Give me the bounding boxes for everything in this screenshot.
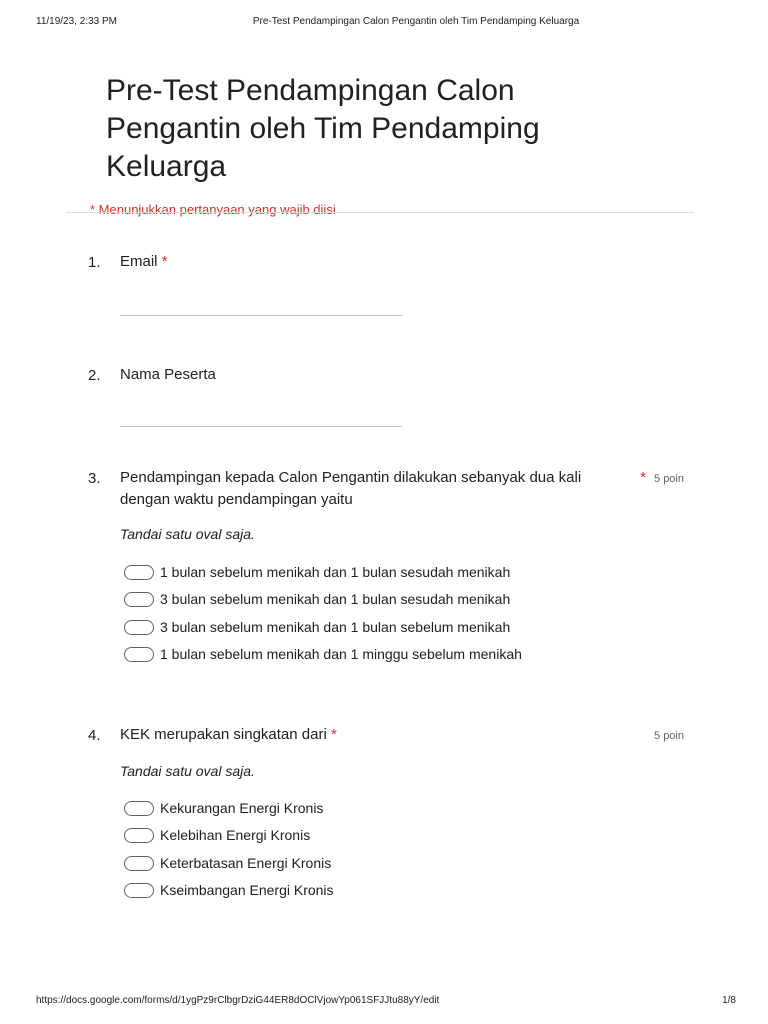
question-number: 2. (88, 367, 101, 384)
footer-url: https://docs.google.com/forms/d/1ygPz9rClbgrDziG44ER8dOClVjowYp061SFJJtu88yY/edit (36, 995, 440, 1006)
question-label-line: dengan waktu pendampingan yaitu (120, 491, 353, 508)
option-label: 1 bulan sebelum menikah dan 1 bulan sesudah menikah (160, 564, 511, 580)
divider (66, 212, 694, 213)
print-header (36, 16, 736, 30)
option-label: Kseimbangan Energi Kronis (160, 882, 334, 898)
question-number: 4. (88, 727, 101, 744)
option-label: Kelebihan Energi Kronis (160, 827, 311, 843)
radio-oval[interactable] (124, 592, 154, 607)
required-star: * (161, 253, 168, 270)
radio-oval[interactable] (124, 620, 154, 635)
question-label: KEK merupakan singkatan dari (120, 726, 327, 743)
required-star: * (330, 726, 337, 743)
radio-option[interactable] (124, 590, 510, 608)
question-label: Email (120, 253, 158, 270)
required-star: * (640, 469, 646, 486)
radio-option[interactable] (124, 854, 331, 872)
radio-oval[interactable] (124, 828, 154, 843)
question-label-line: Pendampingan kepada Calon Pengantin dilakukan sebanyak dua kali (120, 469, 582, 486)
radio-option[interactable] (124, 826, 310, 844)
points-label: 5 poin (654, 730, 684, 742)
question-text (120, 724, 337, 746)
option-label: 3 bulan sebelum menikah dan 1 bulan sebelum menikah (160, 619, 511, 635)
radio-oval[interactable] (124, 856, 154, 871)
question-label: Nama Peserta (120, 366, 216, 383)
radio-option[interactable] (124, 645, 522, 663)
question-number: 1. (88, 254, 101, 271)
print-footer (36, 995, 736, 1009)
form-title-line: Keluarga (106, 150, 227, 183)
radio-oval[interactable] (124, 801, 154, 816)
option-label: 3 bulan sebelum menikah dan 1 bulan sesudah menikah (160, 591, 511, 607)
radio-oval[interactable] (124, 883, 154, 898)
question-text (120, 467, 581, 511)
radio-oval[interactable] (124, 647, 154, 662)
form-title (106, 72, 626, 186)
radio-option[interactable] (124, 563, 510, 581)
required-note: * Menunjukkan pertanyaan yang wajib diisi (90, 202, 336, 217)
option-label: 1 bulan sebelum menikah dan 1 minggu sebelum menikah (160, 646, 522, 662)
radio-oval[interactable] (124, 565, 154, 580)
print-doc-title: Pre-Test Pendampingan Calon Pengantin oleh Tim Pendamping Keluarga (252, 16, 580, 27)
print-datetime: 11/19/23, 2:33 PM (36, 16, 117, 27)
hint-text: Tandai satu oval saja. (120, 526, 255, 542)
option-label: Kekurangan Energi Kronis (160, 800, 324, 816)
question-number: 3. (88, 470, 101, 487)
name-field[interactable] (120, 426, 402, 427)
hint-text: Tandai satu oval saja. (120, 763, 255, 779)
radio-option[interactable] (124, 881, 334, 899)
radio-option[interactable] (124, 618, 510, 636)
page-number: 1/8 (722, 995, 736, 1006)
form-title-line: Pengantin oleh Tim Pendamping (106, 112, 540, 145)
question-text (120, 251, 168, 273)
radio-option[interactable] (124, 799, 323, 817)
form-title-line: Pre-Test Pendampingan Calon (106, 74, 515, 107)
option-label: Keterbatasan Energi Kronis (160, 855, 332, 871)
points-label: 5 poin (654, 473, 684, 485)
email-field[interactable] (120, 315, 402, 316)
